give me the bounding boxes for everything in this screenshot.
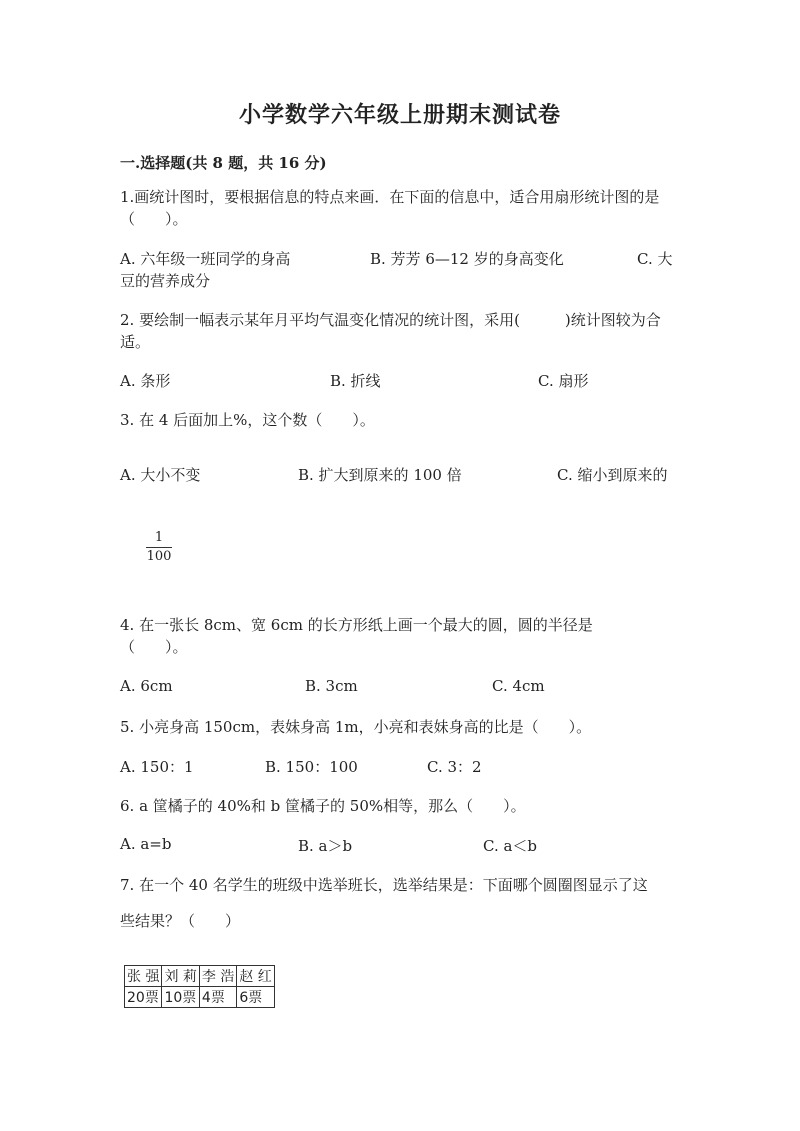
table-cell: 刘 莉 <box>162 966 199 987</box>
q5-option-a: A. 150：1 <box>120 758 194 776</box>
q6-option-c: C. a＜b <box>483 837 538 855</box>
q5-option-b: B. 150：100 <box>265 758 358 776</box>
question-1-stem: 1.画统计图时，要根据信息的特点来画．在下面的信息中，适合用扇形统计图的是（ ）。 <box>120 188 660 228</box>
table-row <box>125 966 275 987</box>
question-3-stem: 3. 在 4 后面加上%，这个数（ ）。 <box>120 411 375 429</box>
q1-option-c-continued: 豆的营养成分 <box>120 272 211 290</box>
q3-option-b: B. 扩大到原来的 100 倍 <box>298 466 462 484</box>
q3-option-c: C. 缩小到原来的 <box>557 466 668 484</box>
q4-option-c: C. 4cm <box>492 677 545 695</box>
question-7-stem-line-1: 7. 在一个 40 名学生的班级中选举班长，选举结果是：下面哪个圆圈图显示了这 <box>120 876 648 894</box>
q2-option-c: C. 扇形 <box>538 372 589 390</box>
table-cell: 4票 <box>199 987 236 1008</box>
table-cell: 李 浩 <box>199 966 236 987</box>
q3-option-a: A. 大小不变 <box>120 466 201 484</box>
q3-fraction <box>146 530 172 565</box>
q5-option-c: C. 3：2 <box>427 758 482 776</box>
q1-option-a: A. 六年级一班同学的身高 <box>120 250 291 268</box>
table-cell: 6票 <box>237 987 274 1008</box>
question-2-stem: 2. 要绘制一幅表示某年月平均气温变化情况的统计图，采用( )统计图较为合适。 <box>120 311 661 351</box>
question-7-stem-line-2: 些结果？（ ） <box>120 912 241 930</box>
q1-option-c: C. 大 <box>637 250 673 268</box>
table-cell: 10票 <box>162 987 199 1008</box>
question-4-stem: 4. 在一张长 8cm、宽 6cm 的长方形纸上画一个最大的圆，圆的半径是（ ）。 <box>120 616 593 656</box>
table-cell: 20票 <box>125 987 162 1008</box>
fraction-numerator: 1 <box>154 530 164 545</box>
q1-option-b: B. 芳芳 6—12 岁的身高变化 <box>370 250 564 268</box>
question-6-stem: 6. a 筐橘子的 40%和 b 筐橘子的 50%相等，那么（ ）。 <box>120 797 526 815</box>
section-heading: 一.选择题(共 8 题，共 16 分) <box>120 154 327 172</box>
q6-option-a: A. a=b <box>120 835 172 853</box>
fraction-bar <box>146 547 172 548</box>
q6-option-b: B. a＞b <box>298 837 353 855</box>
q4-option-a: A. 6cm <box>120 677 173 695</box>
fraction-denominator: 100 <box>146 549 172 564</box>
q2-option-b: B. 折线 <box>330 372 381 390</box>
question-5-stem: 5. 小亮身高 150cm，表妹身高 1m，小亮和表妹身高的比是（ ）。 <box>120 718 592 736</box>
q2-option-a: A. 条形 <box>120 372 171 390</box>
q4-option-b: B. 3cm <box>305 677 358 695</box>
table-cell: 张 强 <box>125 966 162 987</box>
table-row <box>125 987 275 1008</box>
table-cell: 赵 红 <box>237 966 274 987</box>
election-results-table <box>124 965 275 1008</box>
page-title: 小学数学六年级上册期末测试卷 <box>238 102 561 128</box>
